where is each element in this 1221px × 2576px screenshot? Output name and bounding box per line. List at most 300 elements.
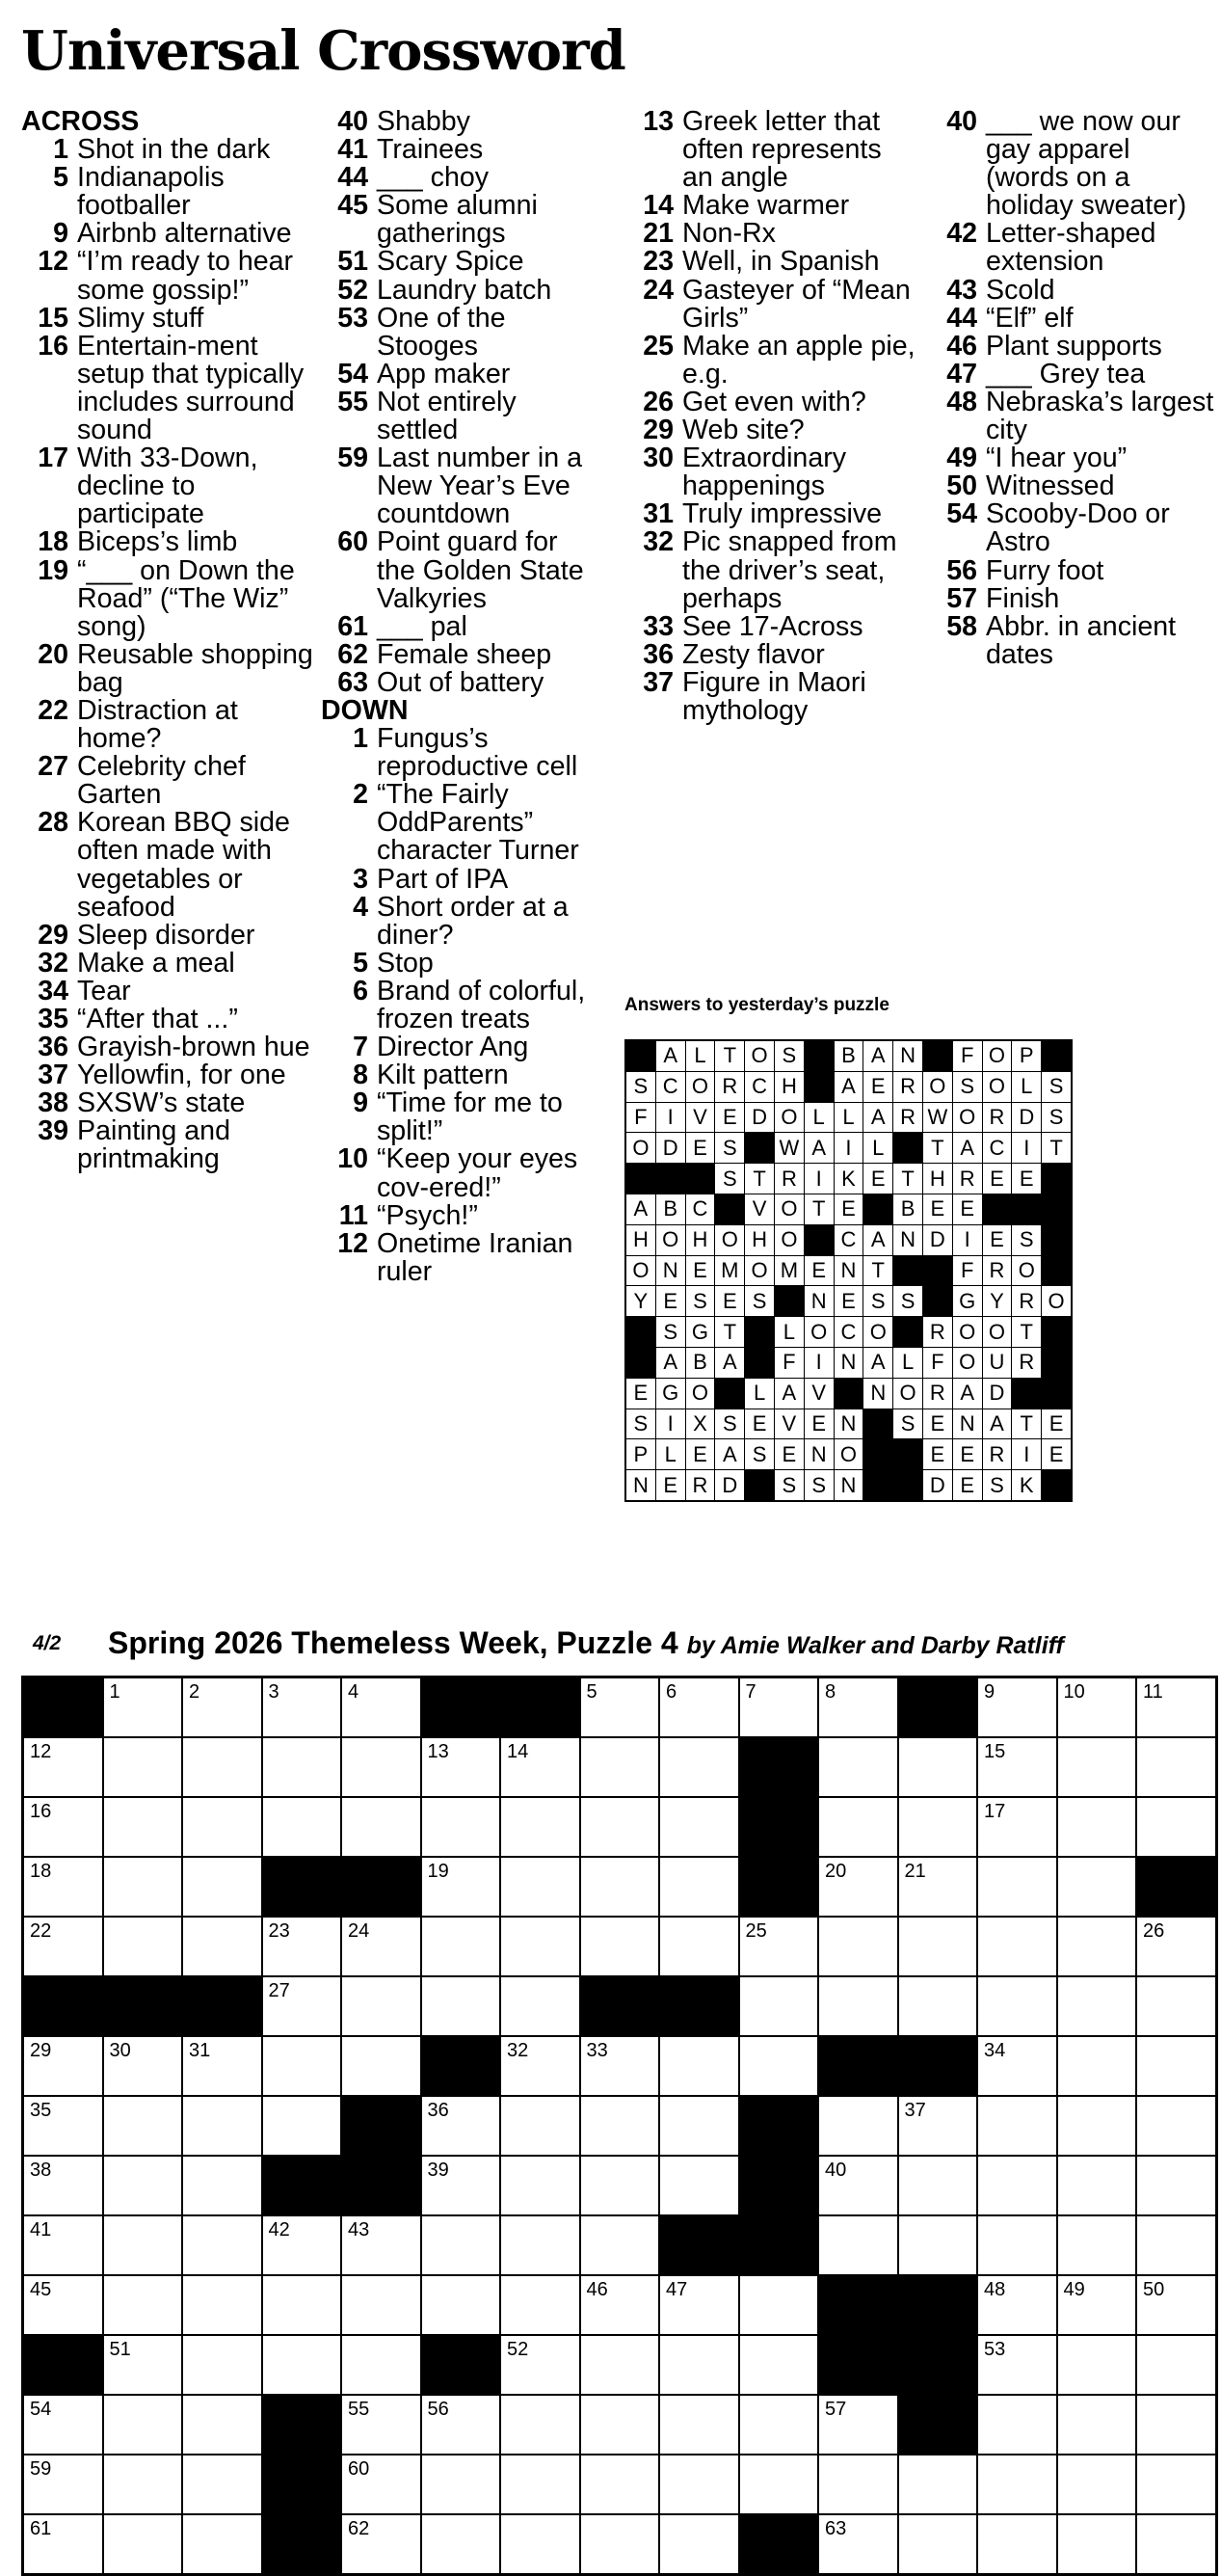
grid-cell[interactable] <box>23 2156 103 2215</box>
grid-cell[interactable] <box>262 1917 342 1976</box>
grid-cell[interactable] <box>421 2275 501 2335</box>
grid-cell[interactable] <box>580 1737 660 1797</box>
grid-cell[interactable] <box>898 1857 978 1917</box>
grid-cell[interactable] <box>1136 2275 1216 2335</box>
clue-number: 39 <box>38 1115 68 1147</box>
clue-item <box>21 975 315 1006</box>
grid-cell[interactable] <box>818 2096 898 2156</box>
grid-cell[interactable] <box>500 2514 580 2575</box>
grid-cell[interactable] <box>103 2096 183 2156</box>
answer-cell: S <box>1042 1071 1072 1102</box>
grid-cell[interactable] <box>977 2215 1057 2275</box>
answer-cell: A <box>863 1102 893 1133</box>
answer-row <box>625 1317 1072 1348</box>
cell-number: 5 <box>586 1681 597 1703</box>
answer-cell: C <box>834 1317 863 1348</box>
grid-cell[interactable] <box>103 2455 183 2514</box>
grid-cell[interactable] <box>1057 2514 1137 2575</box>
grid-cell[interactable] <box>977 2514 1057 2575</box>
grid-cell[interactable] <box>739 2275 819 2335</box>
grid-cell[interactable] <box>500 2156 580 2215</box>
grid-cell[interactable] <box>23 2455 103 2514</box>
grid-cell[interactable] <box>977 2455 1057 2514</box>
grid-cell[interactable] <box>739 1677 819 1738</box>
clue-text: Reusable shopping bag <box>77 638 313 698</box>
grid-cell[interactable] <box>1057 1677 1137 1738</box>
grid-cell[interactable] <box>977 1976 1057 2036</box>
grid-cell[interactable] <box>1136 2335 1216 2395</box>
answer-row <box>625 1286 1072 1317</box>
grid-cell[interactable] <box>500 1857 580 1917</box>
cell-number: 8 <box>825 1681 836 1703</box>
grid-cell[interactable] <box>739 2036 819 2096</box>
grid-cell[interactable] <box>182 2215 262 2275</box>
clue-number: 60 <box>337 526 368 558</box>
grid-cell[interactable] <box>1136 2096 1216 2156</box>
grid-cell[interactable] <box>341 1677 421 1738</box>
grid-cell[interactable] <box>1136 1976 1216 2036</box>
grid-cell[interactable] <box>103 2514 183 2575</box>
grid-cell[interactable] <box>580 2215 660 2275</box>
grid-cell[interactable] <box>1136 1737 1216 1797</box>
grid-cell[interactable] <box>500 1797 580 1857</box>
grid-cell[interactable] <box>341 2514 421 2575</box>
grid-cell[interactable] <box>182 2096 262 2156</box>
clue-text: Shot in the dark <box>77 134 271 166</box>
answer-cell: A <box>952 1378 982 1409</box>
cell-number: 10 <box>1063 1681 1085 1703</box>
grid-cell[interactable] <box>659 2395 739 2455</box>
answer-cell: N <box>893 1040 923 1071</box>
clue-number: 26 <box>643 386 674 417</box>
clue-item <box>626 220 916 248</box>
grid-cell[interactable] <box>659 2156 739 2215</box>
answer-cell: N <box>804 1439 834 1470</box>
clue-item <box>626 386 916 417</box>
grid-cell[interactable] <box>659 2455 739 2514</box>
grid-cell[interactable] <box>818 2514 898 2575</box>
black-square <box>739 1737 819 1797</box>
grid-cell[interactable] <box>977 1797 1057 1857</box>
grid-cell[interactable] <box>977 2036 1057 2096</box>
answer-cell: S <box>625 1071 655 1102</box>
grid-cell[interactable] <box>103 1737 183 1797</box>
grid-cell[interactable] <box>818 2395 898 2455</box>
answer-cell: H <box>922 1164 952 1194</box>
grid-cell[interactable] <box>580 1917 660 1976</box>
answer-cell: H <box>685 1224 715 1255</box>
grid-cell[interactable] <box>500 1737 580 1797</box>
grid-cell[interactable] <box>1136 1797 1216 1857</box>
grid-cell[interactable] <box>341 2275 421 2335</box>
grid-cell[interactable] <box>182 1737 262 1797</box>
grid-cell[interactable] <box>580 1797 660 1857</box>
grid-cell[interactable] <box>500 2096 580 2156</box>
grid-cell[interactable] <box>659 2096 739 2156</box>
grid-cell[interactable] <box>659 2514 739 2575</box>
grid-cell[interactable] <box>103 1857 183 1917</box>
clue-item <box>21 1089 315 1117</box>
clue-number: 32 <box>643 526 674 558</box>
cell-number: 32 <box>507 2040 529 2061</box>
grid-cell[interactable] <box>341 1917 421 1976</box>
clue-text: Abbr. in ancient dates <box>986 610 1177 670</box>
grid-cell[interactable] <box>421 2156 501 2215</box>
grid-cell[interactable] <box>977 2156 1057 2215</box>
grid-cell[interactable] <box>421 1917 501 1976</box>
grid-cell[interactable] <box>1057 1976 1137 2036</box>
clue-item <box>930 358 1214 389</box>
grid-cell[interactable] <box>580 1857 660 1917</box>
grid-cell[interactable] <box>23 1797 103 1857</box>
grid-cell[interactable] <box>659 2335 739 2395</box>
clue-item <box>626 528 916 612</box>
grid-cell[interactable] <box>262 1797 342 1857</box>
grid-cell[interactable] <box>739 2395 819 2455</box>
grid-cell[interactable] <box>1057 2335 1137 2395</box>
clue-text: “I’m ready to hear some gossip!” <box>77 246 294 306</box>
grid-cell[interactable] <box>1136 2455 1216 2514</box>
grid-cell[interactable] <box>818 1917 898 1976</box>
grid-cell[interactable] <box>421 2455 501 2514</box>
grid-cell[interactable] <box>182 2275 262 2335</box>
grid-cell[interactable] <box>739 1917 819 1976</box>
grid-cell[interactable] <box>182 2514 262 2575</box>
grid-cell[interactable] <box>182 1797 262 1857</box>
grid-cell[interactable] <box>103 2335 183 2395</box>
answer-cell: R <box>922 1317 952 1348</box>
grid-cell[interactable] <box>1057 1797 1137 1857</box>
grid-cell[interactable] <box>500 2036 580 2096</box>
cell-number: 49 <box>1063 2279 1085 2300</box>
grid-cell[interactable] <box>23 2275 103 2335</box>
black-square <box>893 1439 923 1470</box>
clue-item <box>930 108 1214 220</box>
grid-cell[interactable] <box>262 2036 342 2096</box>
clue-item <box>930 582 1214 614</box>
cell-number: 21 <box>904 1861 926 1882</box>
grid-cell[interactable] <box>977 1737 1057 1797</box>
grid-cell[interactable] <box>1057 2395 1137 2455</box>
grid-cell[interactable] <box>1057 2275 1137 2335</box>
grid-cell[interactable] <box>103 2395 183 2455</box>
grid-row <box>23 1737 1217 1797</box>
black-square <box>23 1677 103 1738</box>
grid-cell[interactable] <box>262 1737 342 1797</box>
grid-cell[interactable] <box>262 2215 342 2275</box>
grid-row <box>23 1677 1217 1738</box>
grid-cell[interactable] <box>580 1677 660 1738</box>
grid-cell[interactable] <box>262 2335 342 2395</box>
grid-cell[interactable] <box>659 1677 739 1738</box>
grid-cell[interactable] <box>1057 1737 1137 1797</box>
grid-cell[interactable] <box>659 1797 739 1857</box>
grid-cell[interactable] <box>23 2215 103 2275</box>
grid-cell[interactable] <box>1136 2514 1216 2575</box>
grid-cell[interactable] <box>977 1857 1057 1917</box>
grid-cell[interactable] <box>1057 2036 1137 2096</box>
grid-cell[interactable] <box>421 2514 501 2575</box>
clue-item <box>21 919 315 951</box>
grid-cell[interactable] <box>182 2335 262 2395</box>
clue-text: Plant supports <box>986 330 1162 362</box>
grid-cell[interactable] <box>341 2455 421 2514</box>
clue-item <box>321 1061 600 1089</box>
grid-cell[interactable] <box>103 1677 183 1738</box>
grid-cell[interactable] <box>103 1797 183 1857</box>
grid-cell[interactable] <box>1057 1917 1137 1976</box>
answer-cell: E <box>952 1470 982 1501</box>
grid-cell[interactable] <box>1136 2156 1216 2215</box>
grid-cell[interactable] <box>421 1976 501 2036</box>
grid-cell[interactable] <box>23 2036 103 2096</box>
grid-cell[interactable] <box>580 2096 660 2156</box>
grid-cell[interactable] <box>421 2215 501 2275</box>
grid-cell[interactable] <box>421 1857 501 1917</box>
black-square <box>1042 1194 1072 1224</box>
grid-cell[interactable] <box>977 2395 1057 2455</box>
answer-cell: O <box>745 1040 775 1071</box>
cell-number: 6 <box>666 1681 677 1703</box>
answer-cell: E <box>715 1102 745 1133</box>
grid-cell[interactable] <box>898 1917 978 1976</box>
clue-number: 37 <box>38 1060 68 1091</box>
grid-cell[interactable] <box>1057 2156 1137 2215</box>
grid-cell[interactable] <box>23 1857 103 1917</box>
grid-cell[interactable] <box>341 1797 421 1857</box>
grid-cell[interactable] <box>262 2096 342 2156</box>
grid-cell[interactable] <box>500 2335 580 2395</box>
clue-item <box>321 136 600 164</box>
grid-cell[interactable] <box>1136 1677 1216 1738</box>
grid-cell[interactable] <box>898 1737 978 1797</box>
grid-cell[interactable] <box>23 1917 103 1976</box>
grid-cell[interactable] <box>262 1677 342 1738</box>
clue-number: 36 <box>643 638 674 670</box>
clue-text: Sleep disorder <box>77 919 255 951</box>
grid-cell[interactable] <box>818 1737 898 1797</box>
grid-cell[interactable] <box>341 2036 421 2096</box>
grid-cell[interactable] <box>739 2335 819 2395</box>
cell-number: 31 <box>189 2040 211 2061</box>
black-square <box>898 2395 978 2455</box>
black-square <box>23 1976 103 2036</box>
black-square <box>625 1317 655 1348</box>
answer-cell: E <box>774 1439 804 1470</box>
grid-cell[interactable] <box>898 2455 978 2514</box>
grid-cell[interactable] <box>818 1976 898 2036</box>
grid-cell[interactable] <box>977 1917 1057 1976</box>
clue-number: 21 <box>643 218 674 250</box>
grid-cell[interactable] <box>1057 1857 1137 1917</box>
answer-cell: R <box>982 1439 1012 1470</box>
black-square <box>893 1133 923 1164</box>
answer-cell: G <box>685 1317 715 1348</box>
grid-cell[interactable] <box>182 2036 262 2096</box>
grid-cell[interactable] <box>659 1737 739 1797</box>
clue-item <box>21 694 315 755</box>
answer-cell: V <box>745 1194 775 1224</box>
grid-cell[interactable] <box>421 1737 501 1797</box>
grid-cell[interactable] <box>580 2335 660 2395</box>
grid-cell[interactable] <box>898 2514 978 2575</box>
grid-cell[interactable] <box>739 1976 819 2036</box>
clue-text: Truly impressive <box>682 498 883 530</box>
grid-cell[interactable] <box>421 1797 501 1857</box>
grid-cell[interactable] <box>1057 2215 1137 2275</box>
black-square <box>1042 1040 1072 1071</box>
grid-cell[interactable] <box>818 2156 898 2215</box>
black-square <box>739 1797 819 1857</box>
grid-cell[interactable] <box>23 2096 103 2156</box>
answers-label: Answers to yesterday’s puzzle <box>624 995 889 1015</box>
clue-number: 57 <box>946 582 977 614</box>
grid-cell[interactable] <box>103 2215 183 2275</box>
grid-cell[interactable] <box>898 2096 978 2156</box>
grid-cell[interactable] <box>818 2215 898 2275</box>
grid-cell[interactable] <box>500 2455 580 2514</box>
answer-cell: K <box>834 1164 863 1194</box>
grid-cell[interactable] <box>739 2455 819 2514</box>
clue-text: Trainees <box>377 134 484 166</box>
clue-text: Pic snapped from the driver’s seat, perhaps <box>682 526 897 614</box>
answer-cell: C <box>685 1194 715 1224</box>
clue-item <box>321 891 600 951</box>
grid-cell[interactable] <box>898 2215 978 2275</box>
grid-cell[interactable] <box>182 2156 262 2215</box>
grid-cell[interactable] <box>341 2395 421 2455</box>
clue-item <box>930 472 1214 500</box>
grid-cell[interactable] <box>500 2395 580 2455</box>
grid-cell[interactable] <box>580 2275 660 2335</box>
answer-cell: S <box>625 1409 655 1439</box>
grid-cell[interactable] <box>977 2096 1057 2156</box>
grid-cell[interactable] <box>1057 2455 1137 2514</box>
answer-cell: O <box>952 1347 982 1378</box>
black-square <box>341 2096 421 2156</box>
grid-cell[interactable] <box>500 2275 580 2335</box>
grid-cell[interactable] <box>818 1857 898 1917</box>
grid-cell[interactable] <box>659 1857 739 1917</box>
grid-cell[interactable] <box>1136 2215 1216 2275</box>
grid-cell[interactable] <box>898 1797 978 1857</box>
black-square <box>898 1677 978 1738</box>
grid-cell[interactable] <box>182 1677 262 1738</box>
clue-text: Furry foot <box>986 554 1104 586</box>
grid-cell[interactable] <box>23 2514 103 2575</box>
grid-cell[interactable] <box>341 2215 421 2275</box>
grid-cell[interactable] <box>262 2275 342 2335</box>
grid-cell[interactable] <box>818 1797 898 1857</box>
grid-cell[interactable] <box>898 1976 978 2036</box>
clue-number: 20 <box>38 638 68 670</box>
clue-number: 56 <box>946 554 977 586</box>
clue-number: 53 <box>337 302 368 334</box>
clue-text: Scary Spice <box>377 246 524 278</box>
clue-number: 4 <box>353 891 368 923</box>
grid-cell[interactable] <box>580 2036 660 2096</box>
grid-cell[interactable] <box>1136 1917 1216 1976</box>
answer-cell: A <box>982 1409 1012 1439</box>
black-square <box>745 1347 775 1378</box>
grid-cell[interactable] <box>182 1857 262 1917</box>
grid-cell[interactable] <box>500 2215 580 2275</box>
grid-cell[interactable] <box>977 1677 1057 1738</box>
cell-number: 7 <box>745 1681 756 1703</box>
clue-text: Stop <box>377 947 434 979</box>
clue-text: SXSW’s state <box>77 1087 246 1119</box>
grid-cell[interactable] <box>580 2455 660 2514</box>
grid-cell[interactable] <box>341 1737 421 1797</box>
grid-cell[interactable] <box>103 2156 183 2215</box>
black-square <box>1136 1857 1216 1917</box>
grid-cell[interactable] <box>23 1737 103 1797</box>
black-square <box>421 2036 501 2096</box>
clue-text: Non-Rx <box>682 218 776 250</box>
answer-cell: Y <box>625 1286 655 1317</box>
grid-cell[interactable] <box>1136 2395 1216 2455</box>
grid-cell[interactable] <box>341 1976 421 2036</box>
grid-cell[interactable] <box>580 2156 660 2215</box>
grid-cell[interactable] <box>421 2395 501 2455</box>
answer-cell: N <box>834 1470 863 1501</box>
grid-cell[interactable] <box>103 2275 183 2335</box>
grid-cell[interactable] <box>659 2036 739 2096</box>
clue-text: ___ Grey tea <box>986 358 1146 389</box>
grid-cell[interactable] <box>977 2275 1057 2335</box>
grid-cell[interactable] <box>500 1976 580 2036</box>
grid-cell[interactable] <box>103 2036 183 2096</box>
grid-cell[interactable] <box>898 2156 978 2215</box>
clue-section-header: DOWN <box>321 694 409 726</box>
black-square <box>625 1164 655 1194</box>
grid-cell[interactable] <box>262 1976 342 2036</box>
grid-cell[interactable] <box>659 2275 739 2335</box>
grid-cell[interactable] <box>977 2335 1057 2395</box>
grid-cell[interactable] <box>182 2455 262 2514</box>
grid-cell[interactable] <box>421 2096 501 2156</box>
grid-cell[interactable] <box>182 2395 262 2455</box>
answer-cell: T <box>715 1040 745 1071</box>
grid-cell[interactable] <box>182 1917 262 1976</box>
grid-cell[interactable] <box>580 2395 660 2455</box>
clue-text: ___ choy <box>377 162 490 194</box>
black-square <box>23 2335 103 2395</box>
grid-cell[interactable] <box>341 2335 421 2395</box>
grid-cell[interactable] <box>1057 2096 1137 2156</box>
puzzle-title <box>108 1625 1064 1661</box>
grid-cell[interactable] <box>23 2395 103 2455</box>
clue-item <box>21 136 315 164</box>
cell-number: 34 <box>984 2040 1006 2061</box>
clue-item <box>626 666 916 726</box>
grid-cell[interactable] <box>659 1917 739 1976</box>
answer-cell: R <box>893 1071 923 1102</box>
grid-cell[interactable] <box>818 1677 898 1738</box>
black-square <box>898 2335 978 2395</box>
grid-cell[interactable] <box>103 1917 183 1976</box>
grid-cell[interactable] <box>580 2514 660 2575</box>
black-square <box>262 2514 342 2575</box>
clue-text: Nebraska’s largest city <box>986 386 1214 446</box>
answer-cell: U <box>982 1347 1012 1378</box>
answer-cell: O <box>774 1194 804 1224</box>
grid-cell[interactable] <box>818 2455 898 2514</box>
grid-cell[interactable] <box>500 1917 580 1976</box>
clue-item <box>21 554 315 642</box>
grid-cell[interactable] <box>1136 2036 1216 2096</box>
clue-text: Out of battery <box>377 666 544 698</box>
